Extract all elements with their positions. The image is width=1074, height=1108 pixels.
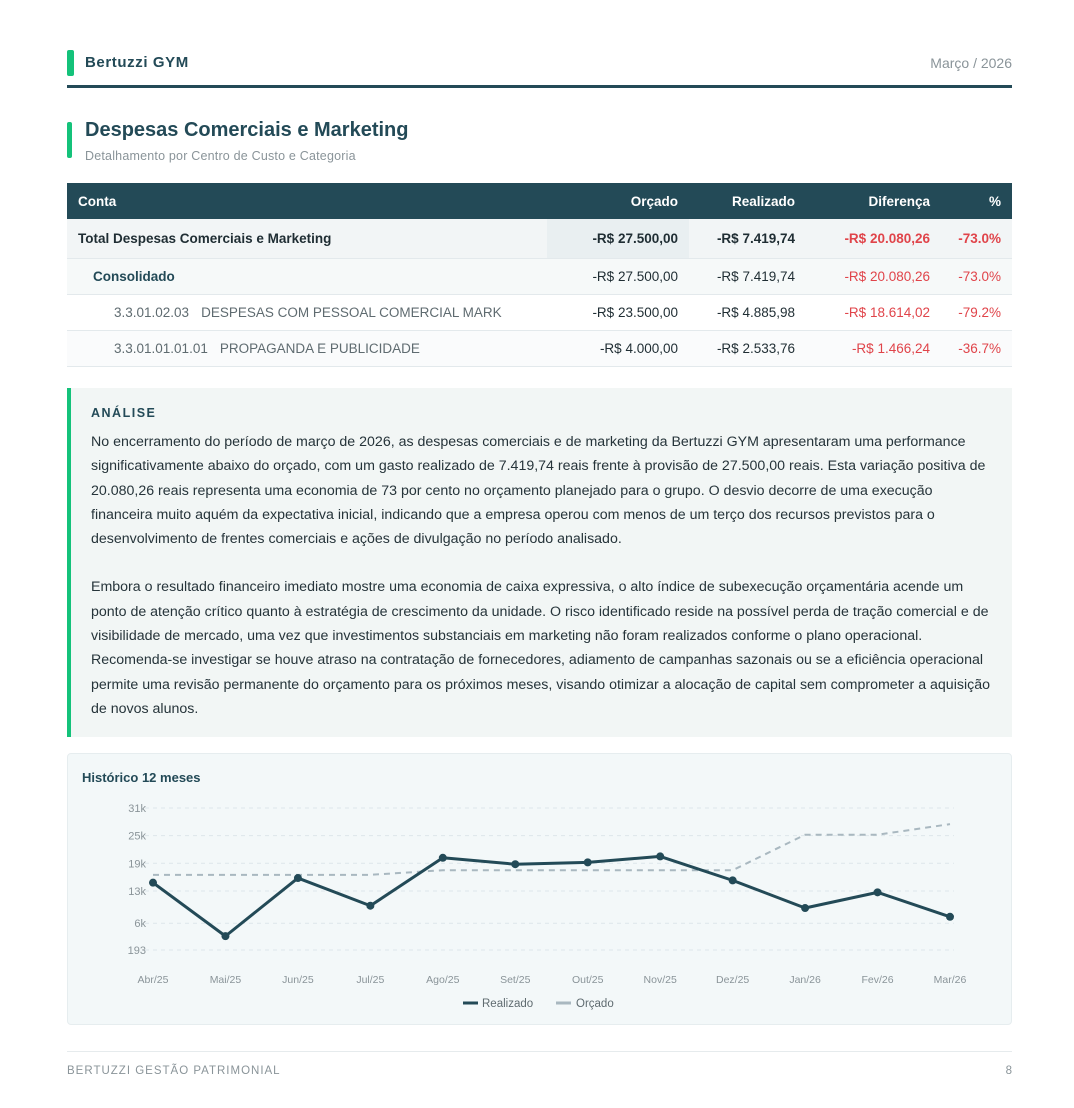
chart-title: Histórico 12 meses xyxy=(82,770,201,785)
data-point-realizado xyxy=(439,854,447,862)
col-header-pct: % xyxy=(941,183,1012,219)
table-row xyxy=(67,294,1012,330)
cell-realizado: -R$ 4.885,98 xyxy=(689,294,806,330)
x-tick-label: Out/25 xyxy=(571,974,604,986)
cell-conta xyxy=(67,294,547,330)
cell-conta xyxy=(67,330,547,366)
page-number: 8 xyxy=(1005,1065,1012,1077)
report-period: Março / 2026 xyxy=(930,55,1012,71)
brand-accent-bar xyxy=(67,50,74,76)
cell-pct: -36.7% xyxy=(941,330,1012,366)
data-point-realizado xyxy=(294,874,302,882)
account-name: PROPAGANDA E PUBLICIDADE xyxy=(219,340,420,356)
section-accent-bar xyxy=(67,122,72,158)
x-tick-label: Jan/26 xyxy=(789,974,821,986)
y-tick-label: 31k xyxy=(128,803,146,815)
analysis-paragraph: Embora o resultado financeiro imediato mostre uma economia de caixa expressiva, o alto índice de subexecução orçamentária acende um ponto de atenção crítico quanto à estratégia de crescimento da unidade. O risco identificado reside na possível perda de tração comercial e de visibilidade de mercado, uma vez que investimentos substanciais em marketing não foram realizados conforme o plano operacional. Recomenda-se investigar se houve atraso na contratação de fornecedores, adiamento de campanhas sazonais ou se a eficiência operacional permite uma revisão permanente do orçamento para os próximos meses, visando otimizar a alocação de capital sem comprometer a aquisição de novos alunos. xyxy=(91,579,990,717)
cell-orcado: -R$ 27.500,00 xyxy=(547,258,689,294)
x-tick-label: Ago/25 xyxy=(426,974,460,986)
y-tick-label: 193 xyxy=(127,945,146,957)
data-point-realizado xyxy=(801,904,809,912)
analysis-label: ANÁLISE xyxy=(91,406,157,420)
cell-pct: -73.0% xyxy=(941,219,1012,258)
data-point-realizado xyxy=(729,876,737,884)
series-line-orcado xyxy=(153,824,950,875)
y-tick-label: 25k xyxy=(128,830,146,843)
section-subtitle: Detalhamento por Centro de Custo e Categoria xyxy=(85,149,356,163)
cell-conta: Consolidado xyxy=(67,258,547,294)
cell-realizado: -R$ 7.419,74 xyxy=(689,219,806,258)
account-code: 3.3.01.02.03 xyxy=(114,304,190,320)
x-tick-label: Jun/25 xyxy=(282,974,314,986)
table-row-group xyxy=(67,258,1012,294)
cell-realizado: -R$ 7.419,74 xyxy=(689,258,806,294)
table-row-total xyxy=(67,219,1012,258)
data-point-realizado xyxy=(149,879,157,887)
data-point-realizado xyxy=(874,888,882,896)
section-header xyxy=(67,119,1012,164)
cell-realizado: -R$ 2.533,76 xyxy=(689,330,806,366)
cell-diferenca: -R$ 20.080,26 xyxy=(806,219,941,258)
cell-diferenca: -R$ 20.080,26 xyxy=(806,258,941,294)
cell-orcado: -R$ 27.500,00 xyxy=(547,219,689,258)
footer-company: BERTUZZI GESTÃO PATRIMONIAL xyxy=(67,1065,281,1077)
data-point-realizado xyxy=(511,860,519,868)
expense-table xyxy=(67,183,1012,367)
analysis-text xyxy=(91,430,996,721)
page-header xyxy=(67,50,1012,88)
cell-diferenca: -R$ 1.466,24 xyxy=(806,330,941,366)
data-point-realizado xyxy=(366,902,374,910)
data-point-realizado xyxy=(584,858,592,866)
col-header-diferenca: Diferença xyxy=(806,183,941,219)
x-tick-label: Nov/25 xyxy=(643,974,677,986)
x-tick-label: Set/25 xyxy=(500,974,531,986)
brand-name: Bertuzzi GYM xyxy=(85,54,189,71)
y-tick-label: 6k xyxy=(134,918,146,931)
account-name: DESPESAS COM PESSOAL COMERCIAL MARK xyxy=(201,304,502,320)
x-tick-label: Mar/26 xyxy=(933,974,967,986)
col-header-conta: Conta xyxy=(67,183,547,219)
x-tick-label: Abr/25 xyxy=(137,974,169,986)
x-tick-label: Dez/25 xyxy=(715,974,750,986)
analysis-paragraph: No encerramento do período de março de 2026, as despesas comerciais e de marketing da Bertuzzi GYM apresentaram uma performance significativamente abaixo do orçado, com um gasto realizado de 7.419,74 reais frente à provisão de 27.500,00 reais. Esta variação positiva de 20.080,26 reais representa uma economia de 73 por cento no orçamento planejado para o grupo. O desvio decorre de uma execução financeira muito aquém da expectativa inicial, indicando que a empresa operou com menos de um terço dos recursos previstos para o desenvolvimento de frentes comerciais e ações de divulgação no período analisado. xyxy=(91,434,986,548)
x-tick-label: Jul/25 xyxy=(356,974,385,986)
col-header-orcado: Orçado xyxy=(547,183,689,219)
cell-orcado: -R$ 23.500,00 xyxy=(547,294,689,330)
table-row xyxy=(67,330,1012,366)
analysis-box xyxy=(67,388,1012,737)
cell-orcado: -R$ 4.000,00 xyxy=(547,330,689,366)
legend-label-orcado: Orçado xyxy=(576,998,614,1010)
data-point-realizado xyxy=(656,852,664,860)
history-chart xyxy=(68,754,1013,1026)
data-point-realizado xyxy=(221,932,229,940)
y-tick-label: 19k xyxy=(128,858,146,871)
section-title: Despesas Comerciais e Marketing xyxy=(85,119,409,141)
data-point-realizado xyxy=(946,913,954,921)
cell-diferenca: -R$ 18.614,02 xyxy=(806,294,941,330)
legend-label-realizado: Realizado xyxy=(482,998,534,1010)
x-tick-label: Mai/25 xyxy=(209,974,242,986)
table-header-row xyxy=(67,183,1012,219)
cell-pct: -79.2% xyxy=(941,294,1012,330)
cell-conta: Total Despesas Comerciais e Marketing xyxy=(67,219,547,258)
history-chart-card xyxy=(67,753,1012,1025)
x-tick-label: Fev/26 xyxy=(861,974,894,986)
col-header-realizado: Realizado xyxy=(689,183,806,219)
y-tick-label: 13k xyxy=(128,885,146,898)
series-line-realizado xyxy=(153,856,950,936)
cell-pct: -73.0% xyxy=(941,258,1012,294)
account-code: 3.3.01.01.01.01 xyxy=(114,340,208,356)
page-footer xyxy=(67,1051,1012,1077)
